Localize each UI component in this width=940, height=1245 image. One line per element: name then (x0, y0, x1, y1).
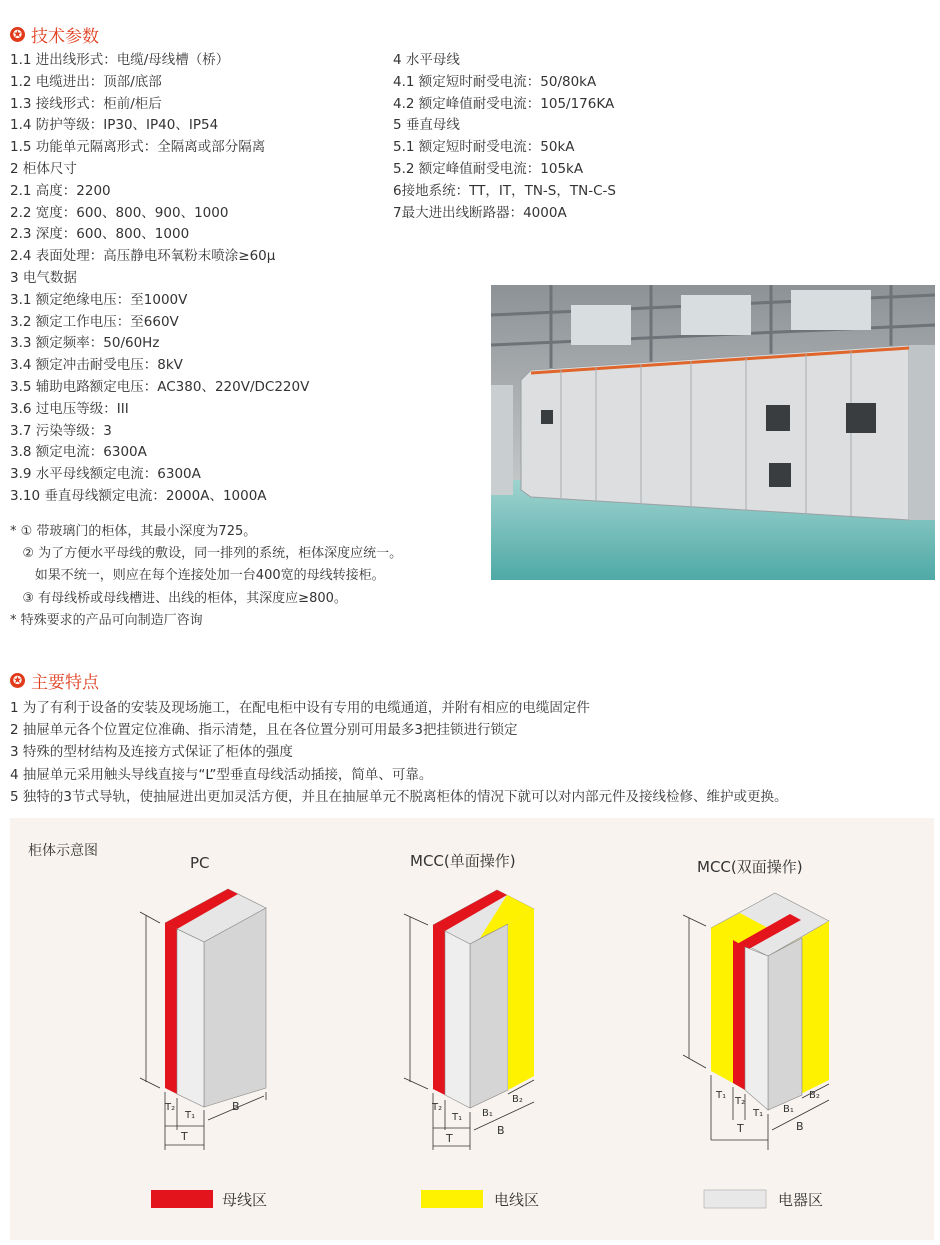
param-line: 3.3 额定频率：50/60Hz (10, 335, 160, 352)
param-line: 5 垂直母线 (393, 117, 460, 134)
param-line: 4.2 额定峰值耐受电流：105/176KA (393, 95, 615, 112)
legend-swatch-device (704, 1190, 766, 1208)
param-line: 4.1 额定短时耐受电流：50/80kA (393, 73, 597, 90)
param-line: 6接地系统：TT，IT，TN-S，TN-C-S (393, 182, 616, 199)
legend-swatch-cable (421, 1190, 483, 1208)
legend-swatch-busbar (151, 1190, 213, 1208)
tech-params-title: ✪ 技术参数 (10, 22, 99, 47)
param-line: 3 电气数据 (10, 269, 77, 286)
mcc-single-label: MCC(单面操作) (410, 852, 516, 870)
diagram-title: 柜体示意图 (28, 843, 98, 859)
param-line: 3.7 污染等级：3 (10, 422, 112, 439)
param-line: 5.2 额定峰值耐受电流：105kA (393, 160, 584, 177)
pc-dim-t: T (181, 1130, 188, 1143)
legend-label-busbar: 母线区 (222, 1191, 268, 1209)
param-line: 2.3 深度：600、800、1000 (10, 226, 190, 243)
feature-line: 2 抽屉单元各个位置定位准确、指示清楚，且在各位置分别可用最多3把挂锁进行锁定 (10, 722, 518, 739)
mcc-double-dim-t2: T₂ (735, 1096, 746, 1107)
feature-line: 1 为了有利于设备的安装及现场施工，在配电柜中设有专用的电缆通道，并附有相应的电缆固定件 (10, 700, 590, 716)
param-line: 3.2 额定工作电压：至660V (10, 313, 179, 330)
param-line: 3.6 过电压等级：III (10, 400, 129, 417)
mcc-single-dim-t1: T₁ (452, 1112, 463, 1123)
pc-dim-b: B (232, 1100, 240, 1113)
mcc-double-dim-b1: B₁ (783, 1104, 794, 1115)
param-line: 1.5 功能单元隔离形式：全隔离或部分隔离 (10, 139, 266, 156)
param-line: 1.4 防护等级：IP30、IP40、IP54 (10, 117, 219, 134)
param-line: 2.2 宽度：600、800、900、1000 (10, 204, 229, 221)
param-line: 3.10 垂直母线额定电流：2000A、1000A (10, 487, 267, 504)
param-line: 7最大进出线断路器：4000A (393, 204, 567, 221)
note-line: 如果不统一，则应在每个连接处加一台400宽的母线转接柜。 (10, 568, 385, 584)
mcc-single-dim-b1: B₁ (482, 1108, 493, 1119)
features-title: ✪ 主要特点 (10, 668, 99, 693)
pc-dim-t1: T₁ (185, 1110, 196, 1121)
param-line: 3.1 额定绝缘电压：至1000V (10, 291, 188, 308)
mcc-double-dim-b: B (796, 1120, 804, 1133)
note-line: * ① 带玻璃门的柜体，其最小深度为725。 (10, 524, 257, 539)
legend (151, 1190, 823, 1209)
star-icon: ✪ (10, 27, 25, 42)
mcc-double-cabinet (711, 893, 829, 1110)
param-line: 2.4 表面处理：高压静电环氧粉末喷涂≥60μ (10, 248, 276, 265)
star-icon: ✪ (10, 673, 25, 688)
feature-line: 3 特殊的型材结构及连接方式保证了柜体的强度 (10, 744, 293, 761)
pc-dim-t2: T₂ (165, 1102, 176, 1113)
param-line: 3.5 辅助电路额定电压：AC380、220V/DC220V (10, 378, 310, 395)
param-line: 3.8 额定电流：6300A (10, 444, 147, 461)
legend-label-device: 电器区 (778, 1191, 824, 1209)
mcc-single-dim-b2: B₂ (512, 1094, 523, 1105)
mcc-double-dim-t: T (737, 1122, 744, 1135)
note-line: ③ 有母线桥或母线槽进、出线的柜体，其深度应≥800。 (10, 590, 347, 606)
mcc-single-dim-t: T (446, 1132, 453, 1145)
param-line: 1.3 接线形式：柜前/柜后 (10, 95, 162, 112)
note-line: * 特殊要求的产品可向制造厂咨询 (10, 612, 203, 628)
param-line: 4 水平母线 (393, 52, 460, 68)
feature-line: 4 抽屉单元采用触头导线直接与“L”型垂直母线活动插接，简单、可靠。 (10, 766, 433, 783)
param-line: 1.2 电缆进出：顶部/底部 (10, 73, 162, 90)
pc-label: PC (190, 854, 210, 872)
mcc-single-dim-t2: T₂ (432, 1102, 443, 1113)
param-line: 2 柜体尺寸 (10, 160, 77, 177)
param-line: 3.9 水平母线额定电流：6300A (10, 466, 201, 483)
mcc-single-cabinet (433, 890, 534, 1108)
mcc-single-dim-b: B (497, 1124, 505, 1137)
param-line: 2.1 高度：2200 (10, 182, 111, 199)
feature-line: 5 独特的3节式导轨，使抽屉进出更加灵活方便，并且在抽屉单元不脱离柜体的情况下就可以对内部元件及接线检修、维护或更换。 (10, 788, 788, 805)
mcc-double-dim-b2: B₂ (809, 1090, 820, 1101)
param-line: 5.1 额定短时耐受电流：50kA (393, 139, 575, 156)
mcc-double-label: MCC(双面操作) (697, 858, 803, 876)
note-line: ② 为了方便水平母线的敷设，同一排列的系统，柜体深度应统一。 (10, 546, 403, 562)
param-line: 3.4 额定冲击耐受电压：8kV (10, 357, 183, 374)
param-line: 1.1 进出线形式：电缆/母线槽（桥） (10, 52, 230, 68)
pc-cabinet (165, 889, 266, 1107)
legend-label-cable: 电线区 (494, 1191, 540, 1209)
mcc-double-dim-t1a: T₁ (716, 1090, 727, 1101)
mcc-double-dim-t1b: T₁ (753, 1108, 764, 1119)
